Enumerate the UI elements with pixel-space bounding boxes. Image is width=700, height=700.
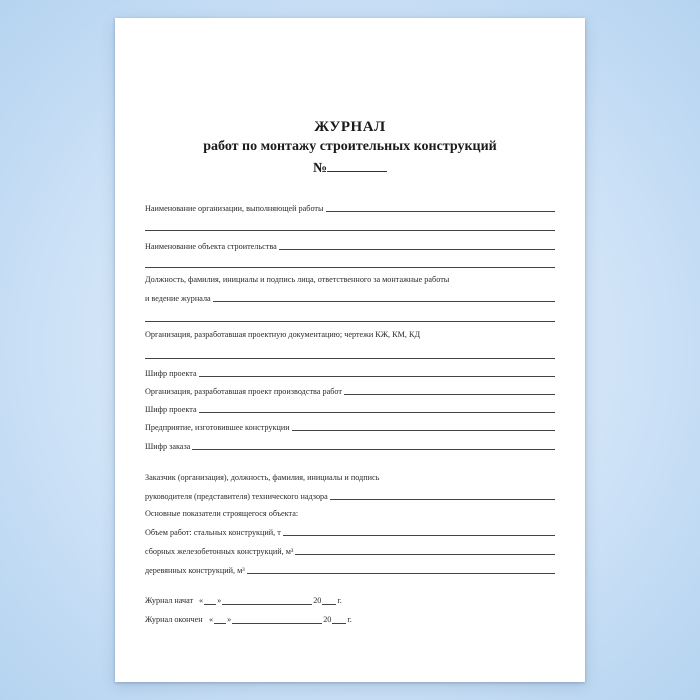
field-label: Объем работ: стальных конструкций, т — [145, 528, 281, 537]
year-suffix: г. — [337, 596, 342, 605]
field-volume-steel — [145, 523, 555, 537]
field-label: Шифр проекта — [145, 369, 197, 378]
field-object-name — [145, 237, 555, 251]
field-label: Наименование объекта строительства — [145, 242, 277, 251]
fill-line[interactable] — [145, 230, 555, 231]
field-label: деревянных конструкций, м³ — [145, 566, 245, 575]
field-label: Организация, разработавшая проект производства работ — [145, 387, 342, 396]
field-customer-label: Заказчик (организация), должность, фамилия, инициалы и подпись — [145, 473, 380, 482]
close-quote: » — [217, 596, 222, 605]
fill-line[interactable] — [279, 249, 555, 250]
journal-started-row — [145, 596, 342, 605]
fill-line[interactable] — [326, 211, 555, 212]
main-indicators-label: Основные показатели строящегося объекта: — [145, 509, 299, 518]
fill-line[interactable] — [283, 535, 555, 536]
fill-line[interactable] — [344, 394, 555, 395]
journal-subtitle: работ по монтажу строительных конструкций — [203, 139, 497, 154]
fill-line[interactable] — [213, 301, 555, 302]
month-blank[interactable] — [222, 596, 312, 605]
number-sign: № — [312, 161, 328, 176]
field-manufacturer — [145, 418, 555, 432]
fill-line[interactable] — [330, 499, 555, 500]
journal-finished-row — [145, 615, 352, 624]
field-label: руководителя (представителя) технического надзора — [145, 492, 328, 501]
field-label: Предприятие, изготовившее конструкции — [145, 423, 290, 432]
journal-number — [115, 159, 585, 177]
field-label: Шифр проекта — [145, 405, 197, 414]
century: 20 — [323, 615, 332, 624]
field-volume-wood — [145, 561, 555, 575]
field-label: Наименование организации, выполняющей работы — [145, 204, 324, 213]
started-label: Журнал начат — [145, 596, 194, 605]
fill-line[interactable] — [292, 430, 555, 431]
field-project-code-2 — [145, 400, 555, 414]
month-blank[interactable] — [232, 615, 322, 624]
open-quote: « — [199, 596, 204, 605]
field-label: сборных железобетонных конструкций, м³ — [145, 547, 294, 556]
fill-line[interactable] — [295, 554, 555, 555]
century: 20 — [313, 596, 322, 605]
field-label: и ведение журнала — [145, 294, 211, 303]
field-project-code-1 — [145, 364, 555, 378]
fill-line[interactable] — [247, 573, 555, 574]
field-volume-concrete — [145, 542, 555, 556]
journal-title: ЖУРНАЛ — [314, 119, 386, 135]
field-label: Шифр заказа — [145, 442, 191, 451]
year-suffix: г. — [347, 615, 352, 624]
field-design-org-label: Организация, разработавшая проектную документацию; чертежи КЖ, КМ, КД — [145, 330, 421, 339]
year-blank[interactable] — [322, 596, 336, 605]
field-customer — [145, 487, 555, 501]
field-responsible-label: Должность, фамилия, инициалы и подпись лица, ответственного за монтажные работы — [145, 275, 450, 284]
close-quote: » — [227, 615, 232, 624]
fill-line[interactable] — [145, 267, 555, 268]
number-blank[interactable] — [327, 159, 387, 172]
fill-line[interactable] — [192, 449, 555, 450]
day-blank[interactable] — [204, 596, 216, 605]
field-org-performing — [145, 199, 555, 213]
form-sheet — [115, 18, 585, 682]
open-quote: « — [209, 615, 214, 624]
field-ppr-org — [145, 382, 555, 396]
fill-line[interactable] — [145, 321, 555, 322]
fill-line[interactable] — [199, 376, 555, 377]
field-order-code — [145, 437, 555, 451]
fill-line[interactable] — [145, 358, 555, 359]
year-blank[interactable] — [332, 615, 346, 624]
day-blank[interactable] — [214, 615, 226, 624]
field-responsible — [145, 289, 555, 303]
fill-line[interactable] — [199, 412, 555, 413]
finished-label: Журнал окончен — [145, 615, 203, 624]
